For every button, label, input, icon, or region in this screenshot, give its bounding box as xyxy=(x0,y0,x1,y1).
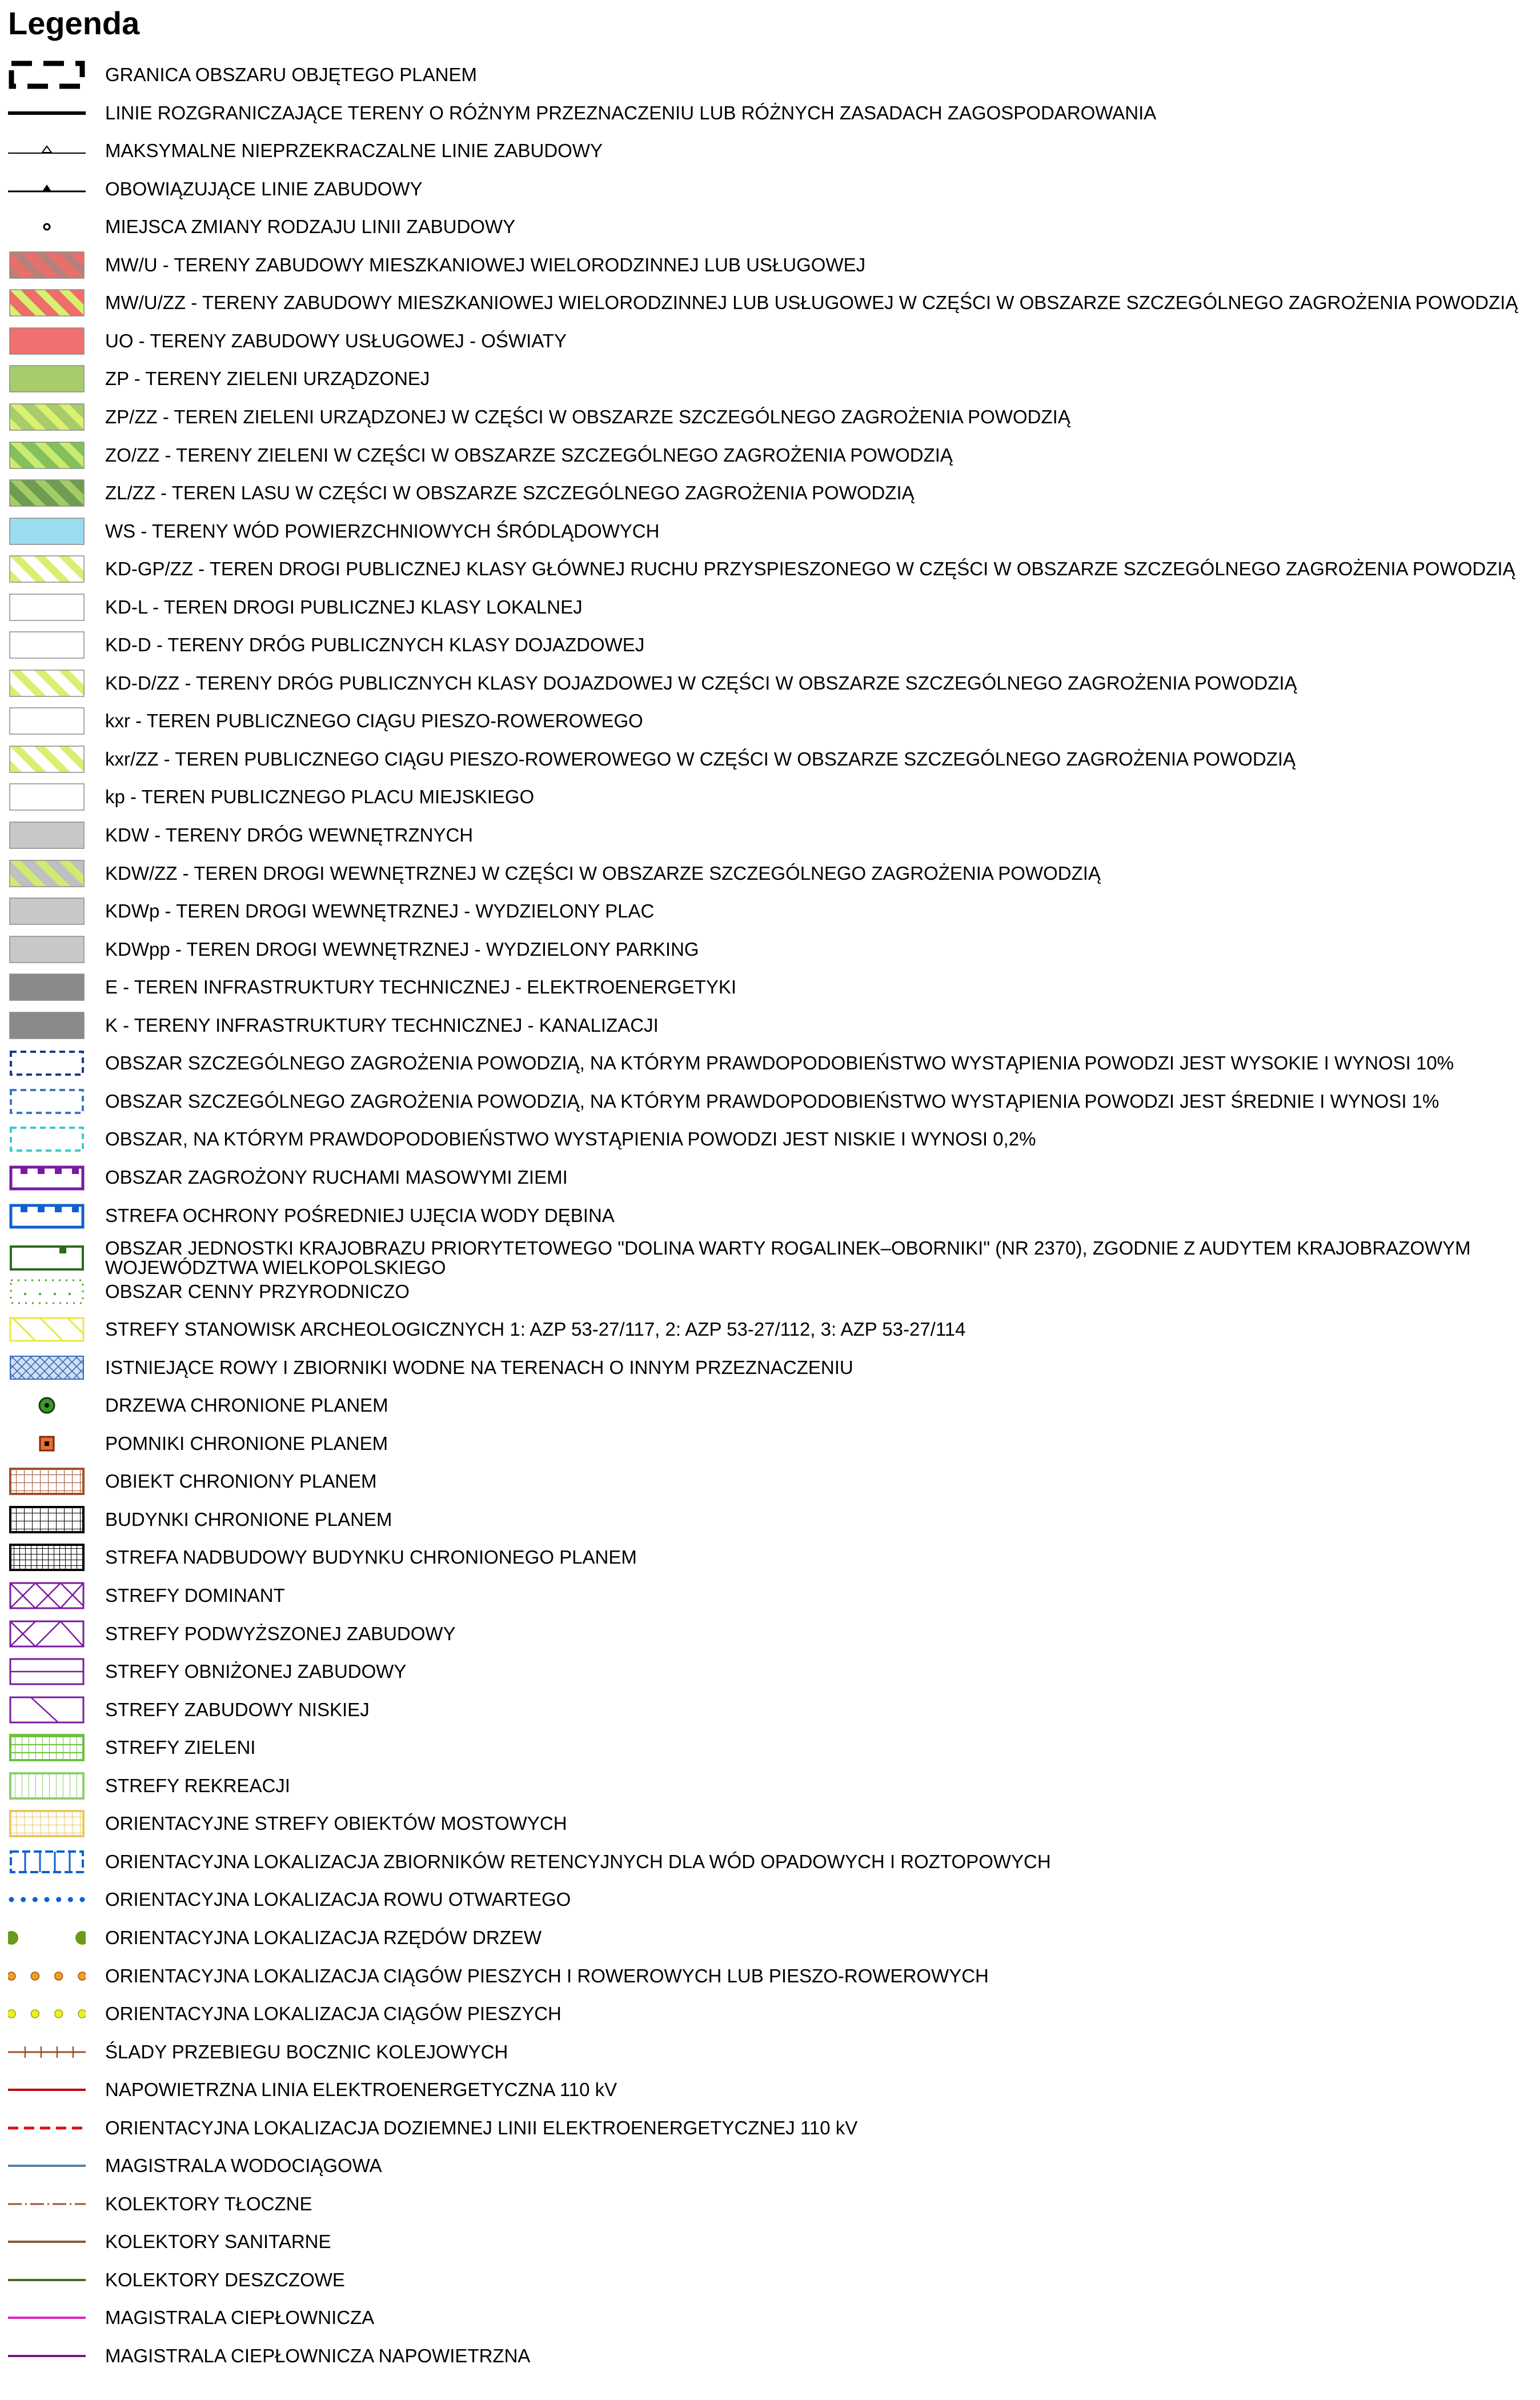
legend-item-kxr xyxy=(8,706,643,736)
legend-label-granica: GRANICA OBSZARU OBJĘTEGO PLANEM xyxy=(105,64,477,85)
legend-item-kdgpzz xyxy=(8,554,1515,584)
legend-symbol-zpzz xyxy=(8,402,86,432)
legend-item-deszczowe xyxy=(8,2265,345,2295)
legend-label-max-linie: MAKSYMALNE NIEPRZEKRACZALNE LINIE ZABUDOWY xyxy=(105,140,603,162)
legend-label-retencja: ORIENTACYJNA LOKALIZACJA ZBIORNIKÓW RETENCYJNYCH DLA WÓD OPADOWYCH I ROZTOPOWYCH xyxy=(105,1850,1051,1872)
legend-symbol-strefa-ujecia xyxy=(8,1201,86,1231)
legend-label-powodz-10: OBSZAR SZCZEGÓLNEGO ZAGROŻENIA POWODZIĄ, NA KTÓRYM PRAWDOPODOBIEŃSTWO WYSTĄPIENIA POWODZI JEST WYSOKIE I WYNOSI 10% xyxy=(105,1052,1454,1074)
legend-symbol-kxrzz xyxy=(8,744,86,774)
legend-symbol-mwu xyxy=(8,250,86,280)
legend-item-ciagi-p xyxy=(8,1999,562,2029)
legend-label-k: K - TERENY INFRASTRUKTURY TECHNICZNEJ - KANALIZACJI xyxy=(105,1014,659,1036)
legend-label-kdl: KD-L - TEREN DROGI PUBLICZNEJ KLASY LOKALNEJ xyxy=(105,596,583,618)
legend-symbol-dominanty xyxy=(8,1581,86,1610)
legend-label-kddzz: KD-D/ZZ - TERENY DRÓG PUBLICZNYCH KLASY DOJAZDOWEJ W CZĘŚCI W OBSZARZE SZCZEGÓLNEGO ZAGROŻENIA POWODZIĄ xyxy=(105,672,1297,694)
legend-label-archeo: STREFY STANOWISK ARCHEOLOGICZNYCH 1: AZP 53-27/117, 2: AZP 53-27/112, 3: AZP 53-27/114 xyxy=(105,1319,966,1340)
legend-symbol-powodz-10 xyxy=(8,1048,86,1078)
legend-label-kdwpp: KDWpp - TEREN DROGI WEWNĘTRZNEJ - WYDZIELONY PARKING xyxy=(105,938,699,960)
legend-label-linia-110-dz: ORIENTACYJNA LOKALIZACJA DOZIEMNEJ LINII ELEKTROENERGETYCZNEJ 110 kV xyxy=(105,2117,858,2138)
legend-label-bocznice: ŚLADY PRZEBIEGU BOCZNIC KOLEJOWYCH xyxy=(105,2041,508,2062)
legend-item-cieplownicza xyxy=(8,2303,374,2333)
legend-symbol-kdwzz xyxy=(8,859,86,888)
legend-item-kxrzz xyxy=(8,744,1296,774)
legend-item-granica xyxy=(8,60,477,90)
legend-symbol-zieleni xyxy=(8,1733,86,1762)
legend-symbol-bocznice xyxy=(8,2037,86,2067)
legend-symbol-kdwpp xyxy=(8,935,86,964)
legend-item-max-linie xyxy=(8,136,603,166)
legend-label-miejsca-zmiany: MIEJSCA ZMIANY RODZAJU LINII ZABUDOWY xyxy=(105,216,516,238)
legend-label-obnizona: STREFY OBNIŻONEJ ZABUDOWY xyxy=(105,1661,407,1682)
legend-symbol-ciagi-p xyxy=(8,1999,86,2029)
legend-symbol-pomniki xyxy=(8,1429,86,1459)
legend-symbol-miejsca-zmiany xyxy=(8,212,86,242)
legend-item-e xyxy=(8,972,736,1002)
legend-label-uo: UO - TERENY ZABUDOWY USŁUGOWEJ - OŚWIATY xyxy=(105,330,567,351)
legend-item-kdwpp xyxy=(8,935,699,964)
legend-item-linia-110-dz xyxy=(8,2113,857,2143)
legend-item-mwu xyxy=(8,250,865,280)
legend-symbol-k xyxy=(8,1011,86,1040)
legend-symbol-tloczne xyxy=(8,2189,86,2219)
legend-symbol-niska xyxy=(8,1695,86,1725)
legend-symbol-kdw xyxy=(8,820,86,850)
legend-item-powodz-1 xyxy=(8,1087,1439,1116)
legend-item-tloczne xyxy=(8,2189,312,2219)
legend-label-drzewa: DRZEWA CHRONIONE PLANEM xyxy=(105,1395,388,1416)
legend-symbol-cenny-przyr xyxy=(8,1277,86,1307)
legend-item-rowy xyxy=(8,1353,853,1383)
legend-item-wodociag xyxy=(8,2151,382,2181)
legend-symbol-kp xyxy=(8,782,86,812)
legend-symbol-kdd xyxy=(8,630,86,660)
legend-label-ciagi-pr: ORIENTACYJNA LOKALIZACJA CIĄGÓW PIESZYCH I ROWEROWYCH LUB PIESZO-ROWEROWYCH xyxy=(105,1965,989,1986)
legend-item-mostowe xyxy=(8,1809,567,1838)
legend-symbol-max-linie xyxy=(8,136,86,166)
legend-symbol-mwuzz xyxy=(8,288,86,318)
legend-item-nadbudowa xyxy=(8,1542,637,1572)
legend-label-kdd: KD-D - TERENY DRÓG PUBLICZNYCH KLASY DOJAZDOWEJ xyxy=(105,634,645,656)
legend-item-kdwp xyxy=(8,896,654,926)
legend-label-zozz: ZO/ZZ - TERENY ZIELENI W CZĘŚCI W OBSZARZE SZCZEGÓLNEGO ZAGROŻENIA POWODZIĄ xyxy=(105,444,953,466)
legend-item-cenny-przyr xyxy=(8,1277,410,1307)
legend-label-sanitarne: KOLEKTORY SANITARNE xyxy=(105,2231,331,2253)
legend-label-zieleni: STREFY ZIELENI xyxy=(105,1737,256,1758)
legend-symbol-deszczowe xyxy=(8,2265,86,2295)
legend-symbol-obnizona xyxy=(8,1657,86,1686)
legend-item-sanitarne xyxy=(8,2227,331,2257)
legend-item-obnizona xyxy=(8,1657,406,1686)
legend-item-kp xyxy=(8,782,534,812)
legend-label-cieplownicza: MAGISTRALA CIEPŁOWNICZA xyxy=(105,2307,375,2329)
legend-label-krajobraz: OBSZAR JEDNOSTKI KRAJOBRAZU PRIORYTETOWEGO "DOLINA WARTY ROGALINEK–OBORNIKI" (NR 2370), ZGODNIE Z AUDYTEM KRAJOBRAZOWYM WOJEWÓDZTWA WIELKOPOLSKIEGO xyxy=(105,1237,1471,1279)
legend-label-zpzz: ZP/ZZ - TEREN ZIELENI URZĄDZONEJ W CZĘŚCI W OBSZARZE SZCZEGÓLNEGO ZAGROŻENIA POWODZIĄ xyxy=(105,406,1070,427)
legend-item-row-otwarty xyxy=(8,1885,571,1914)
legend-item-zpzz xyxy=(8,402,1070,432)
legend-label-rekreacji: STREFY REKREACJI xyxy=(105,1774,290,1796)
legend-label-ruchy-masowe: OBSZAR ZAGROŻONY RUCHAMI MASOWYMI ZIEMI xyxy=(105,1166,568,1188)
legend-item-rekreacji xyxy=(8,1771,290,1801)
legend-symbol-zp xyxy=(8,364,86,394)
legend-item-powodz-02 xyxy=(8,1124,1036,1154)
legend-symbol-kdl xyxy=(8,592,86,622)
legend-label-kdwzz: KDW/ZZ - TEREN DROGI WEWNĘTRZNEJ W CZĘŚCI W OBSZARZE SZCZEGÓLNEGO ZAGROŻENIA POWODZIĄ xyxy=(105,862,1101,884)
legend-label-powodz-1: OBSZAR SZCZEGÓLNEGO ZAGROŻENIA POWODZIĄ, NA KTÓRYM PRAWDOPODOBIEŃSTWO WYSTĄPIENIA POWODZI JEST ŚREDNIE I WYNOSI 1% xyxy=(105,1090,1439,1112)
legend-label-pomniki: POMNIKI CHRONIONE PLANEM xyxy=(105,1432,388,1454)
legend-item-linia-110 xyxy=(8,2075,617,2105)
legend-symbol-retencja xyxy=(8,1847,86,1877)
legend-item-cieplownicza-nap xyxy=(8,2341,530,2371)
legend-label-niska: STREFY ZABUDOWY NISKIEJ xyxy=(105,1698,370,1720)
legend-item-zp xyxy=(8,364,430,394)
legend-symbol-podwyzszona xyxy=(8,1619,86,1649)
legend-label-mostowe: ORIENTACYJNE STREFY OBIEKTÓW MOSTOWYCH xyxy=(105,1813,567,1834)
legend-symbol-ruchy-masowe xyxy=(8,1163,86,1192)
legend-item-zieleni xyxy=(8,1733,255,1762)
legend-label-linia-110: NAPOWIETRZNA LINIA ELEKTROENERGETYCZNA 110 kV xyxy=(105,2079,617,2101)
legend-item-kdw xyxy=(8,820,473,850)
legend-symbol-granica xyxy=(8,60,86,90)
legend-symbol-sanitarne xyxy=(8,2227,86,2257)
legend-symbol-wodociag xyxy=(8,2151,86,2181)
legend-symbol-drzewa xyxy=(8,1391,86,1420)
legend-label-kxr: kxr - TEREN PUBLICZNEGO CIĄGU PIESZO-ROWEROWEGO xyxy=(105,710,643,732)
legend-symbol-rowy xyxy=(8,1353,86,1383)
legend-symbol-uo xyxy=(8,326,86,356)
legend-title: Legenda xyxy=(8,5,140,41)
legend-label-ciagi-p: ORIENTACYJNA LOKALIZACJA CIĄGÓW PIESZYCH xyxy=(105,2003,562,2025)
legend-symbol-rekreacji xyxy=(8,1771,86,1801)
legend-item-kdd xyxy=(8,630,644,660)
legend-item-drzewa xyxy=(8,1391,388,1420)
legend-label-ws: WS - TERENY WÓD POWIERZCHNIOWYCH ŚRÓDLĄDOWYCH xyxy=(105,520,660,542)
legend-symbol-linia-110-dz xyxy=(8,2113,86,2143)
legend-label-obow-linie: OBOWIĄZUJĄCE LINIE ZABUDOWY xyxy=(105,178,423,199)
legend-item-kdl xyxy=(8,592,583,622)
legend-label-zlzz: ZL/ZZ - TEREN LASU W CZĘŚCI W OBSZARZE SZCZEGÓLNEGO ZAGROŻENIA POWODZIĄ xyxy=(105,482,915,504)
legend-item-niska xyxy=(8,1695,370,1725)
legend-symbol-obow-linie xyxy=(8,174,86,204)
legend-item-dominanty xyxy=(8,1581,285,1610)
legend-symbol-cieplownicza-nap xyxy=(8,2341,86,2371)
legend-label-wodociag: MAGISTRALA WODOCIĄGOWA xyxy=(105,2155,382,2177)
legend-label-cenny-przyr: OBSZAR CENNY PRZYRODNICZO xyxy=(105,1280,410,1302)
legend-item-zlzz xyxy=(8,478,915,508)
legend-label-deszczowe: KOLEKTORY DESZCZOWE xyxy=(105,2269,345,2290)
legend-symbol-kxr xyxy=(8,706,86,736)
legend-item-strefa-ujecia xyxy=(8,1201,615,1231)
legend-item-ciagi-pr xyxy=(8,1961,989,1991)
legend-item-podwyzszona xyxy=(8,1619,456,1649)
legend-label-strefa-ujecia: STREFA OCHRONY POŚREDNIEJ UJĘCIA WODY DĘBINA xyxy=(105,1204,615,1226)
legend-symbol-kdgpzz xyxy=(8,554,86,584)
legend-item-obiekt xyxy=(8,1467,377,1496)
legend-label-nadbudowa: STREFA NADBUDOWY BUDYNKU CHRONIONEGO PLANEM xyxy=(105,1546,637,1568)
legend-item-obow-linie xyxy=(8,174,423,204)
legend-label-kdw: KDW - TERENY DRÓG WEWNĘTRZNYCH xyxy=(105,824,474,846)
legend-label-zp: ZP - TERENY ZIELENI URZĄDZONEJ xyxy=(105,368,430,390)
legend-label-mwuzz: MW/U/ZZ - TERENY ZABUDOWY MIESZKANIOWEJ WIELORODZINNEJ LUB USŁUGOWEJ W CZĘŚCI W OBSZARZE SZCZEGÓLNEGO ZAGROŻENIA POWODZIĄ xyxy=(105,292,1518,314)
legend-symbol-linie-rozgr xyxy=(8,98,86,128)
legend-symbol-obiekt xyxy=(8,1467,86,1496)
legend-item-ws xyxy=(8,516,659,546)
legend-label-kxrzz: kxr/ZZ - TEREN PUBLICZNEGO CIĄGU PIESZO-ROWEROWEGO W CZĘŚCI W OBSZARZE SZCZEGÓLNEGO ZAGROŻENIA POWODZIĄ xyxy=(105,748,1296,770)
legend-symbol-kddzz xyxy=(8,668,86,698)
legend-label-kdgpzz: KD-GP/ZZ - TEREN DROGI PUBLICZNEJ KLASY GŁÓWNEJ RUCHU PRZYSPIESZONEGO W CZĘŚCI W OBSZARZE SZCZEGÓLNEGO ZAGROŻENIA POWODZIĄ xyxy=(105,558,1515,580)
legend-symbol-e xyxy=(8,972,86,1002)
legend-symbol-zlzz xyxy=(8,478,86,508)
legend-label-powodz-02: OBSZAR, NA KTÓRYM PRAWDOPODOBIEŃSTWO WYSTĄPIENIA POWODZI JEST NISKIE I WYNOSI 0,2% xyxy=(105,1128,1036,1150)
legend-item-retencja xyxy=(8,1847,1051,1877)
legend-label-dominanty: STREFY DOMINANT xyxy=(105,1585,285,1606)
legend-symbol-ciagi-pr xyxy=(8,1961,86,1991)
legend-list xyxy=(8,0,1533,2400)
legend-label-mwu: MW/U - TERENY ZABUDOWY MIESZKANIOWEJ WIELORODZINNEJ LUB USŁUGOWEJ xyxy=(105,254,866,275)
legend-item-mwuzz xyxy=(8,288,1518,318)
legend-item-miejsca-zmiany xyxy=(8,212,515,242)
legend-label-podwyzszona: STREFY PODWYŻSZONEJ ZABUDOWY xyxy=(105,1622,456,1644)
legend-item-archeo xyxy=(8,1315,965,1344)
legend-label-kdwp: KDWp - TEREN DROGI WEWNĘTRZNEJ - WYDZIELONY PLAC xyxy=(105,900,655,922)
legend-symbol-budynki xyxy=(8,1505,86,1534)
legend-item-kdwzz xyxy=(8,859,1101,888)
legend-label-e: E - TEREN INFRASTRUKTURY TECHNICZNEJ - ELEKTROENERGETYKI xyxy=(105,976,737,998)
legend-symbol-kdwp xyxy=(8,896,86,926)
legend-item-budynki xyxy=(8,1505,392,1534)
legend-symbol-powodz-02 xyxy=(8,1124,86,1154)
legend-item-krajobraz xyxy=(8,1239,1522,1277)
legend-symbol-row-otwarty xyxy=(8,1885,86,1914)
legend-symbol-zozz xyxy=(8,440,86,470)
legend-symbol-archeo xyxy=(8,1315,86,1344)
legend-label-linie-rozgr: LINIE ROZGRANICZAJĄCE TERENY O RÓŻNYM PRZEZNACZENIU LUB RÓŻNYCH ZASADACH ZAGOSPODAROWANIA xyxy=(105,102,1157,123)
legend-symbol-krajobraz xyxy=(8,1243,86,1273)
legend-label-obiekt: OBIEKT CHRONIONY PLANEM xyxy=(105,1471,377,1492)
legend-label-kp: kp - TEREN PUBLICZNEGO PLACU MIEJSKIEGO xyxy=(105,786,535,808)
legend-item-bocznice xyxy=(8,2037,508,2067)
legend-label-tloczne: KOLEKTORY TŁOCZNE xyxy=(105,2193,312,2214)
legend-label-cieplownicza-nap: MAGISTRALA CIEPŁOWNICZA NAPOWIETRZNA xyxy=(105,2345,531,2366)
legend-item-uo xyxy=(8,326,567,356)
legend-label-rowy: ISTNIEJĄCE ROWY I ZBIORNIKI WODNE NA TERENACH O INNYM PRZEZNACZENIU xyxy=(105,1356,853,1378)
legend-item-ruchy-masowe xyxy=(8,1163,568,1192)
legend-symbol-powodz-1 xyxy=(8,1087,86,1116)
legend-label-rzedy-drzew: ORIENTACYJNA LOKALIZACJA RZĘDÓW DRZEW xyxy=(105,1926,542,1948)
legend-symbol-linia-110 xyxy=(8,2075,86,2105)
legend-symbol-rzedy-drzew xyxy=(8,1923,86,1953)
legend-item-k xyxy=(8,1011,659,1040)
legend-symbol-nadbudowa xyxy=(8,1542,86,1572)
legend-item-zozz xyxy=(8,440,953,470)
legend-symbol-mostowe xyxy=(8,1809,86,1838)
legend-symbol-cieplownicza xyxy=(8,2303,86,2333)
legend-label-budynki: BUDYNKI CHRONIONE PLANEM xyxy=(105,1508,392,1530)
legend-item-powodz-10 xyxy=(8,1048,1454,1078)
legend-item-rzedy-drzew xyxy=(8,1923,542,1953)
legend-item-pomniki xyxy=(8,1429,388,1459)
legend-symbol-ws xyxy=(8,516,86,546)
legend-label-row-otwarty: ORIENTACYJNA LOKALIZACJA ROWU OTWARTEGO xyxy=(105,1889,571,1910)
legend-item-linie-rozgr xyxy=(8,98,1156,128)
legend-item-kddzz xyxy=(8,668,1297,698)
